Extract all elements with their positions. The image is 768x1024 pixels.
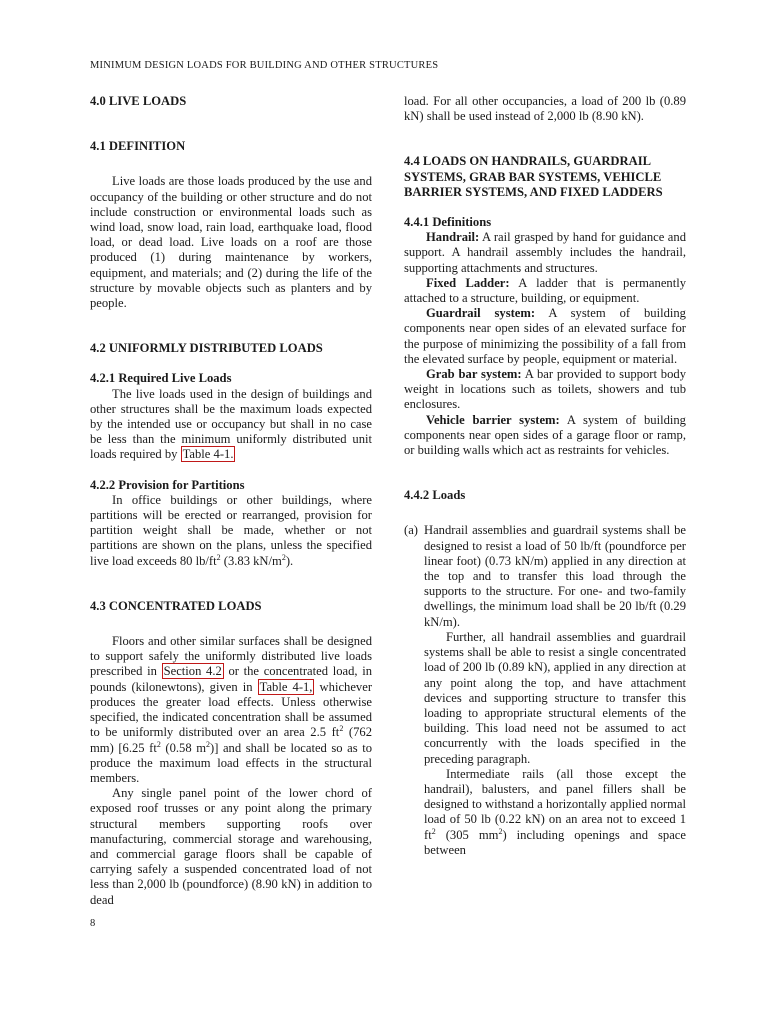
heading-4-0: 4.0 LIVE LOADS (90, 94, 187, 108)
list-item-a (404, 523, 686, 857)
definition-fixed-ladder: Fixed Ladder: A ladder that is permanently attached to a structure, building, or equipment. (404, 275, 686, 306)
heading-4-1: 4.1 DEFINITION (90, 139, 186, 154)
heading-4-4-2: 4.4.2 Loads (404, 488, 466, 503)
item-a-paragraph-2: Further, all handrail assemblies and guardrail systems shall be able to resist a single concentrated load of 200 lb (0.89 kN), applied in any direction at any point along the top, and have attachment devices and supporting structure to transfer this loading to appropriate structural elements of the building. This load need not be assumed to act concurrently with the loads specified in the preceding paragraph. (424, 629, 686, 766)
heading-4-2: 4.2 UNIFORMLY DISTRIBUTED LOADS (90, 341, 323, 356)
definition-guardrail-system: Guardrail system: A system of building components near open sides of an elevated surface for the purpose of minimizing the possibility of a fall from the elevated surface by people, equipment or material. (404, 306, 686, 366)
heading-4-4-1: 4.4.1 Definitions (404, 215, 492, 230)
paragraph-4-1: Live loads are those loads produced by the use and occupancy of the building or other structure and do not include construction or environmental loads such as wind load, snow load, rain load, earthquake load, flood load, or dead load. Live loads on a roof are those produced (1) during maintenance by workers, equipment, and materials; and (2) during the life of the structure by movable objects such as planters and by people. (90, 174, 372, 311)
definition-handrail: Handrail: A rail grasped by hand for guidance and support. A handrail assembly includes the handrail, supporting attachments and structures. (404, 230, 686, 275)
heading-4-4: 4.4 LOADS ON HANDRAILS, GUARDRAIL SYSTEMS, GRAB BAR SYSTEMS, VEHICLE BARRIER SYSTEMS, AND FIXED LADDERS (404, 154, 663, 199)
running-header: MINIMUM DESIGN LOADS FOR BUILDING AND OTHER STRUCTURES (90, 60, 439, 71)
table-4-1-link[interactable]: Table 4-1. (182, 447, 234, 462)
heading-4-2-1: 4.2.1 Required Live Loads (90, 371, 232, 386)
section-4-2-link[interactable]: Section 4.2 (163, 664, 222, 679)
heading-4-3: 4.3 CONCENTRATED LOADS (90, 598, 262, 613)
item-a-paragraph-1: Handrail assemblies and guardrail systems shall be designed to resist a load of 50 lb/ft (poundforce per linear foot) (0.73 kN/m) applied in any direction at the top and to transfer this load through the supports to the structure. For one- and two-family dwellings, the minimum load shall be 20 lb/ft (0.29 kN/m). (424, 523, 686, 629)
definition-grab-bar-system: Grab bar system: A bar provided to support body weight in locations such as toilets, showers and tub enclosures. (404, 367, 686, 412)
table-4-1-link[interactable]: Table 4-1, (259, 679, 313, 694)
right-column (404, 94, 686, 858)
paragraph-4-2-2: In office buildings or other buildings, where partitions will be erected or rearranged, provision for partition weight shall be made, whether or not partitions are shown on the plans, unless the specified live load exceeds 80 $lb/ft^2$ (3.83 $kN/m^2$). (90, 492, 372, 568)
paragraph-continued: load. For all other occupancies, a load of 200 lb (0.89 kN) shall be used instead of 2,000 lb (8.90 kN). (404, 94, 686, 124)
paragraph-4-3-panel-point: Any single panel point of the lower chord of exposed roof trusses or any point along the primary structural members supporting roofs over manufacturing, commercial storage and warehousing, and commercial garage floors shall be capable of carrying safely a suspended concentrated load of not less than 2,000 lb (poundforce) (8.90 kN) in addition to dead (90, 786, 372, 907)
item-a-paragraph-3: Intermediate rails (all those except the handrail), balusters, and panel fillers shall be designed to withstand a horizontally applied normal load of 50 lb (0.22 kN) on an area not to exceed 1 $ft^2$ (305 $mm^2$) including openings and space between (424, 766, 686, 857)
definition-vehicle-barrier-system: Vehicle barrier system: A system of building components near open sides of a garage floor or ramp, or building walls which act as restraints for vehicles. (404, 412, 686, 458)
list-label-a: (a) (404, 523, 418, 538)
heading-4-2-2: 4.2.2 Provision for Partitions (90, 477, 245, 492)
paragraph-4-3: Floors and other similar surfaces shall be designed to support safely the uniformly distributed live loads prescribed in Section 4.2 or the concentrated load, in pounds (kilonewtons), given in Table 4-1, whichever produces the greater load effects. Unless otherwise specified, the indicated concentration shall be assumed to be uniformly distributed over an area 2.5 $ft^2$ (762 mm) [6.25 $ft^2$ (0.58 $m^2$)] and shall be located so as to produce the maximum load effects in the structural members. (90, 634, 373, 785)
page-number: 8 (90, 918, 96, 929)
left-column (90, 94, 372, 908)
paragraph-4-2-1: The live loads used in the design of buildings and other structures shall be the maximum loads expected by the intended use or occupancy but shall in no case be less than the minimum uniformly distributed unit loads required by Table 4-1. (90, 386, 372, 462)
